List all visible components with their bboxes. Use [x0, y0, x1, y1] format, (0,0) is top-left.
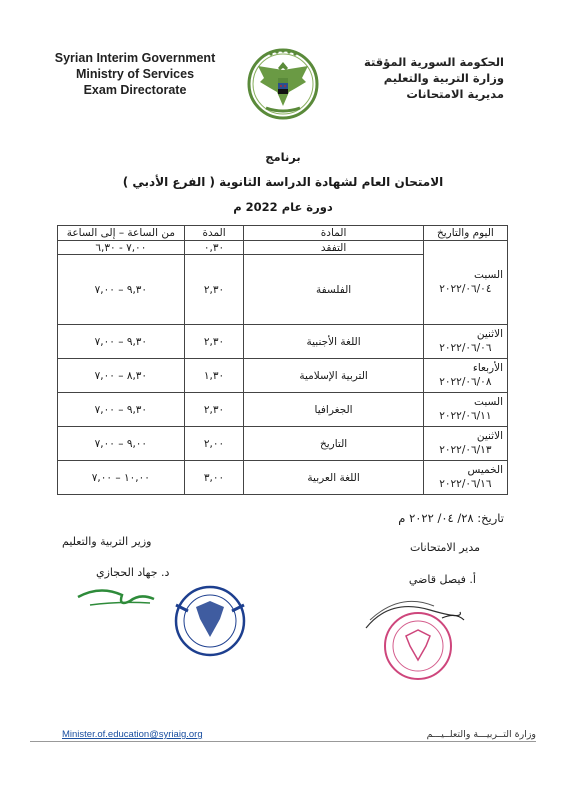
duration-cell: ٢,٠٠: [184, 427, 244, 461]
header-ar-line2: وزارة التربية والتعليم: [383, 71, 504, 85]
director-stamp-signature-icon: [360, 590, 470, 685]
day-name: الأربعاء: [472, 362, 503, 374]
header-en-line1: Syrian Interim Government: [54, 51, 216, 65]
col-header-subject: المادة: [244, 226, 423, 241]
subject-cell: الفلسفة: [244, 255, 423, 325]
table-row: [58, 325, 508, 359]
header-english: [30, 50, 240, 98]
day-cell: [423, 427, 507, 461]
subject-cell: اللغة الأجنبية: [244, 325, 423, 359]
day-cell: [423, 325, 507, 359]
day-cell: [423, 359, 507, 393]
day-date: ٢٠٢٢/٠٦/١٦: [439, 478, 492, 490]
day-cell: [423, 461, 507, 495]
table-row: [58, 359, 508, 393]
time-cell: ٩,٣٠ – ٧,٠٠: [58, 325, 185, 359]
document-date: تاريخ: ٢٨/ ٠٤/ ٢٠٢٢ م: [398, 511, 504, 525]
duration-cell: ٢,٣٠: [184, 255, 244, 325]
session-title: دورة عام 2022 م: [233, 200, 333, 214]
time-cell: ٧,٠٠ - ٦,٣٠: [58, 241, 185, 255]
duration-cell: ٢,٣٠: [184, 325, 244, 359]
time-cell: ٨,٣٠ – ٧,٠٠: [58, 359, 185, 393]
subject-cell: التفقد: [244, 241, 423, 255]
table-row: [58, 241, 508, 255]
program-title: برنامج: [265, 150, 301, 164]
table-row: [58, 427, 508, 461]
day-date: ٢٠٢٢/٠٦/١٣: [439, 444, 492, 456]
duration-cell: ٠,٣٠: [184, 241, 244, 255]
subject-cell: التاريخ: [244, 427, 423, 461]
minister-stamp-signature-icon: [70, 575, 250, 665]
day-cell: [423, 241, 507, 325]
col-header-day: اليوم والتاريخ: [423, 226, 507, 241]
day-cell: [423, 393, 507, 427]
table-row: [58, 461, 508, 495]
time-cell: ٩,٣٠ – ٧,٠٠: [58, 255, 185, 325]
time-cell: ٩,٣٠ – ٧,٠٠: [58, 393, 185, 427]
table-row: [58, 393, 508, 427]
day-date: ٢٠٢٢/٠٦/٠٨: [439, 376, 492, 388]
day-date: ٢٠٢٢/٠٦/٠٦: [439, 342, 492, 354]
header-ar-line1: الحكومة السورية المؤقتة: [363, 55, 504, 69]
day-date: ٢٠٢٢/٠٦/١١: [439, 410, 492, 422]
day-name: الاثنين: [476, 430, 503, 442]
footer-divider: [30, 741, 536, 742]
col-header-time: من الساعة – إلى الساعة: [58, 226, 185, 241]
minister-name: د. جهاد الحجازي: [96, 566, 170, 579]
header-en-line2: Ministry of Services: [75, 67, 195, 81]
minister-title: وزير التربية والتعليم: [62, 535, 152, 548]
subject-cell: التربية الإسلامية: [244, 359, 423, 393]
duration-cell: ١,٣٠: [184, 359, 244, 393]
footer-email-link[interactable]: Minister.of.education@syriaig.org: [62, 729, 203, 740]
eagle-logo-icon: [244, 44, 322, 122]
footer-ministry: وزارة التــربيـــة والتعلــيـــم: [426, 729, 536, 740]
header-arabic: [334, 54, 504, 102]
col-header-duration: المدة: [184, 226, 244, 241]
exam-schedule-table: [57, 225, 508, 495]
header-en-line3: Exam Directorate: [83, 83, 187, 97]
day-name: الخميس: [467, 464, 503, 476]
exam-title: الامتحان العام لشهادة الدراسة الثانوية ( الفرع الأدبي ): [122, 175, 444, 189]
director-title: مدير الامتحانات: [409, 541, 480, 554]
day-name: السبت: [474, 269, 503, 281]
day-name: السبت: [474, 396, 503, 408]
header-ar-line3: مديرية الامتحانات: [406, 87, 504, 101]
table-header-row: [58, 226, 508, 241]
director-name: أ. فيصل قاضي: [408, 573, 476, 586]
day-date: ٢٠٢٢/٠٦/٠٤: [439, 283, 492, 295]
duration-cell: ٢,٣٠: [184, 393, 244, 427]
day-name: الاثنين: [476, 328, 503, 340]
time-cell: ١٠,٠٠ – ٧,٠٠: [58, 461, 185, 495]
subject-cell: الجغرافيا: [244, 393, 423, 427]
subject-cell: اللغة العربية: [244, 461, 423, 495]
time-cell: ٩,٠٠ – ٧,٠٠: [58, 427, 185, 461]
duration-cell: ٣,٠٠: [184, 461, 244, 495]
